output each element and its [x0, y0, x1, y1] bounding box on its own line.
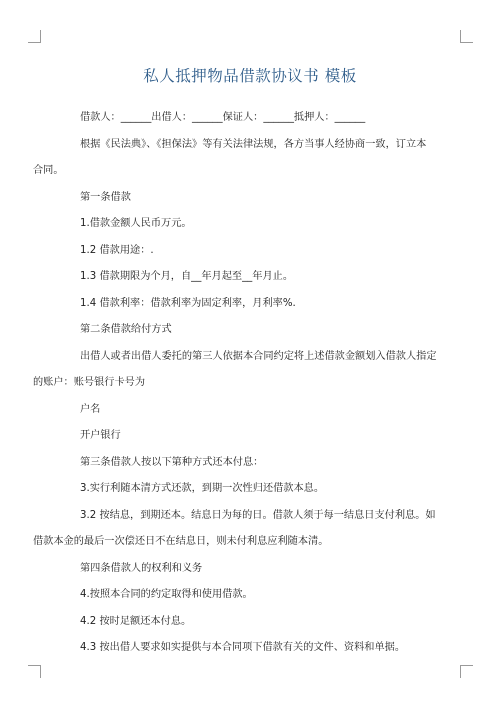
- clause-1-2: 1.2 借款用途：.: [80, 244, 154, 256]
- parties-line: 借款人：______出借人：______保证人：______抵押人：______: [80, 112, 366, 123]
- article-2-heading: 第二条借款给付方式: [80, 324, 172, 335]
- crop-mark-top-left: [28, 30, 41, 43]
- crop-mark-bottom-left: [28, 665, 41, 678]
- clause-1-4: 1.4 借款利率：借款利率为固定利率，月利率%.: [80, 297, 296, 309]
- clause-4-2: 4.2 按时足额还本付息。: [80, 615, 192, 627]
- preamble-line-2: 合同。: [33, 165, 64, 176]
- clause-3-1: 3.实行利随本清方式还款，到期一次性归还借款本息。: [80, 483, 325, 494]
- clause-1-3: 1.3 借款期限为个月，自__年月起至__年月止。: [80, 271, 294, 282]
- clause-3-2-line-2: 借款本金的最后一次偿还日不在结息日，则未付利息应利随本清。: [33, 536, 329, 547]
- crop-mark-bottom-right: [460, 665, 473, 678]
- document-body: [33, 110, 444, 655]
- article-2-line-1: 出借人或者出借人委托的第三人依据本合同约定将上述借款金额划入借款人指定: [80, 350, 437, 362]
- article-4-heading: 第四条借款人的权利和义务: [80, 562, 203, 574]
- clause-1-1: 1.借款金额人民币万元。: [80, 218, 192, 229]
- crop-mark-top-right: [460, 30, 473, 43]
- document-title: 私人抵押物品借款协议书 模板: [143, 67, 357, 85]
- article-1-heading: 第一条借款: [80, 191, 131, 203]
- clause-4-1: 4.按照本合同的约定取得和使用借款。: [80, 589, 253, 600]
- article-3-heading: 第三条借款人按以下第种方式还本付息：: [80, 456, 264, 468]
- clause-3-2-line-1: 3.2 按结息，到期还本。结息日为每的日。借款人须于每一结息日支付利息。如: [80, 509, 436, 521]
- preamble-line-1: 根据《民法典》、《担保法》等有关法律法规，各方当事人经协商一致，订立本: [80, 138, 427, 150]
- account-name-line: 户名: [80, 403, 101, 415]
- article-2-line-2: 的账户：账号银行卡号为: [33, 377, 146, 388]
- clause-4-3: 4.3 按出借人要求如实提供与本合同项下借款有关的文件、资料和单据。: [80, 642, 406, 653]
- bank-line: 开户银行: [80, 430, 121, 441]
